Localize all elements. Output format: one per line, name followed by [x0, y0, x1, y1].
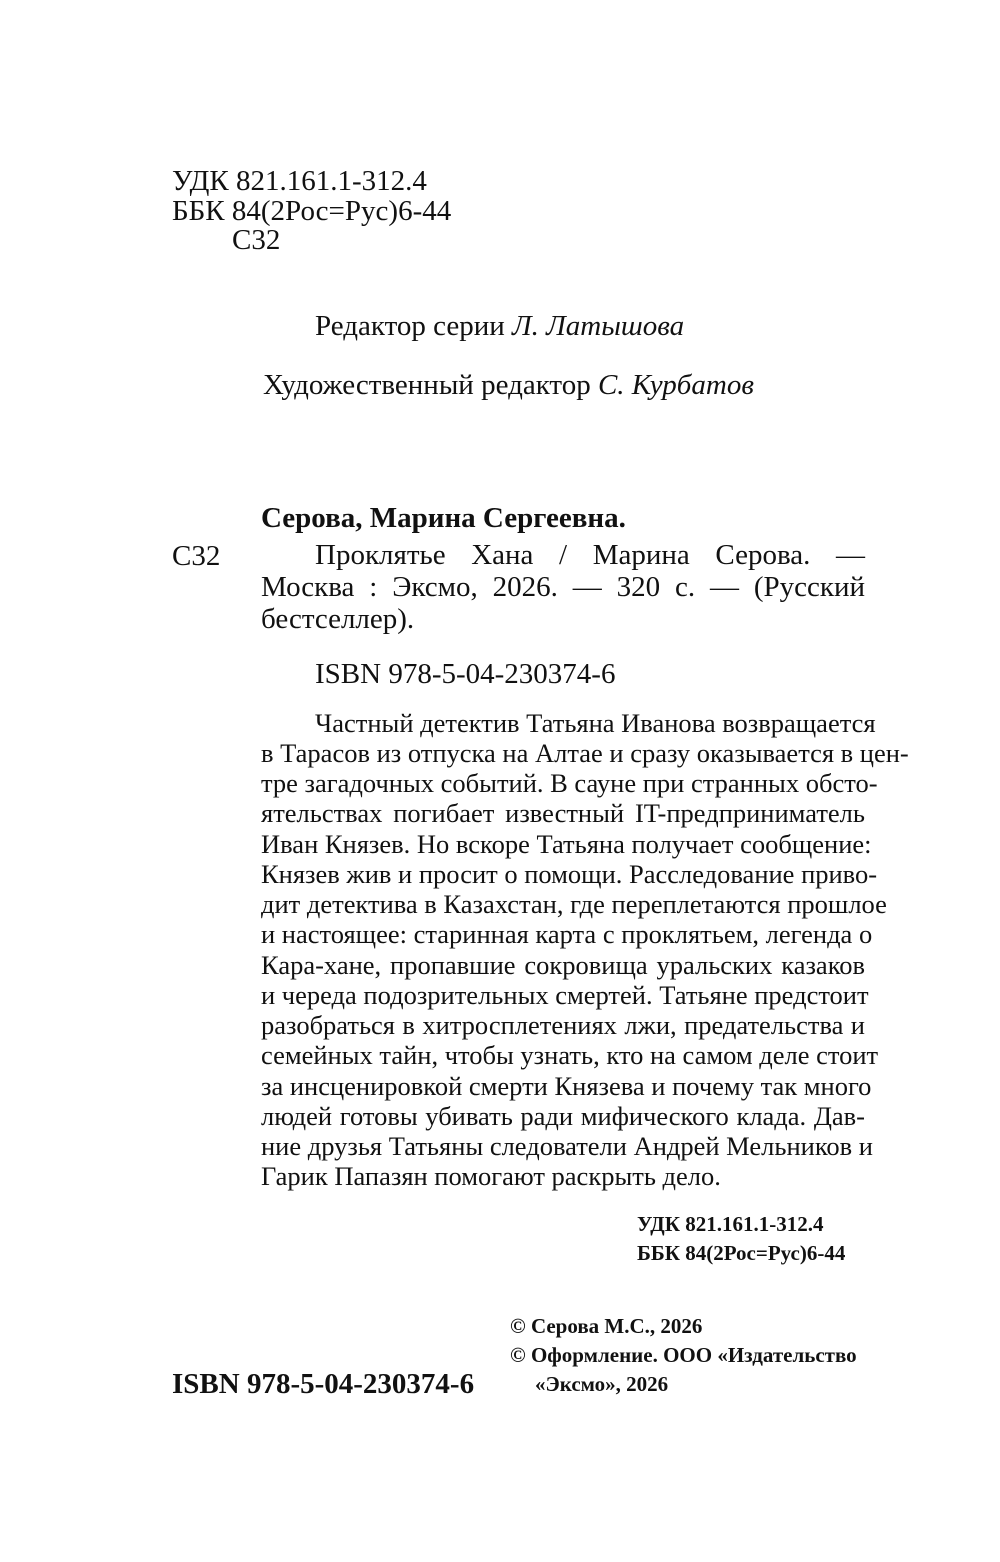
series-editor-name: Л. Латышова [512, 310, 685, 342]
annotation-line: тре загадочных событий. В сауне при странных обсто- [261, 768, 878, 798]
bbk-code: ББК 84(2Рос=Рус)6-44 [172, 195, 452, 227]
isbn-bottom: ISBN 978-5-04-230374-6 [172, 1368, 475, 1400]
annotation-line: Князев жив и просит о помощи. Расследование приво- [261, 859, 878, 889]
copyright-publisher: «Эксмо», 2026 [535, 1372, 669, 1396]
annotation-line: семейных тайн, чтобы узнать, кто на самом деле стоит [261, 1040, 879, 1070]
copyright-design: © Оформление. ООО «Издательство [510, 1343, 857, 1367]
annotation-line: разобраться в хитросплетениях лжи, предательства и [261, 1010, 865, 1040]
bib-line-2: Москва : Эксмо, 2026. — 320 с. — (Русский [261, 571, 865, 603]
annotation-line: Кара-хане, пропавшие сокровища уральских казаков [261, 950, 865, 980]
author-heading: Серова, Марина Сергеевна. [261, 502, 626, 534]
annotation-line: Частный детектив Татьяна Иванова возвращается [315, 708, 876, 738]
annotation-line: и настоящее: старинная карта с проклятьем, легенда о [261, 919, 873, 949]
series-editor [315, 311, 684, 341]
art-editor-role: Художественный редактор [263, 369, 591, 401]
art-editor [263, 370, 754, 400]
annotation-line: в Тарасов из отпуска на Алтае и сразу оказывается в цен- [261, 738, 909, 768]
author-mark-side: С32 [172, 540, 221, 572]
author-mark-top: С32 [232, 224, 281, 256]
udk-code: УДК 821.161.1-312.4 [172, 165, 427, 197]
annotation-line: и череда подозрительных смертей. Татьяне предстоит [261, 980, 869, 1010]
series-editor-role: Редактор серии [315, 310, 505, 342]
annotation-line: ятельствах погибает известный IT-предприниматель [261, 798, 865, 828]
art-editor-name: С. Курбатов [597, 369, 754, 401]
annotation-line: дит детектива в Казахстан, где переплетаются прошлое [261, 889, 887, 919]
annotation-line: за инсценировкой смерти Князева и почему так много [261, 1071, 872, 1101]
bib-line-1: Проклятье Хана / Марина Серова. — [315, 539, 865, 571]
copyright-author: © Серова М.С., 2026 [510, 1314, 703, 1338]
annotation-line: людей готовы убивать ради мифического клада. Дав- [261, 1101, 865, 1131]
annotation-line: ние друзья Татьяны следователи Андрей Мельников и [261, 1131, 873, 1161]
isbn-record: ISBN 978-5-04-230374-6 [315, 658, 616, 690]
bib-line-3: бестселлер). [261, 603, 415, 635]
annotation-line: Иван Князев. Но вскоре Татьяна получает сообщение: [261, 829, 872, 859]
annotation-line: Гарик Папазян помогают раскрыть дело. [261, 1161, 721, 1191]
bbk-code-footer: ББК 84(2Рос=Рус)6-44 [637, 1241, 846, 1265]
udk-code-footer: УДК 821.161.1-312.4 [637, 1212, 824, 1236]
